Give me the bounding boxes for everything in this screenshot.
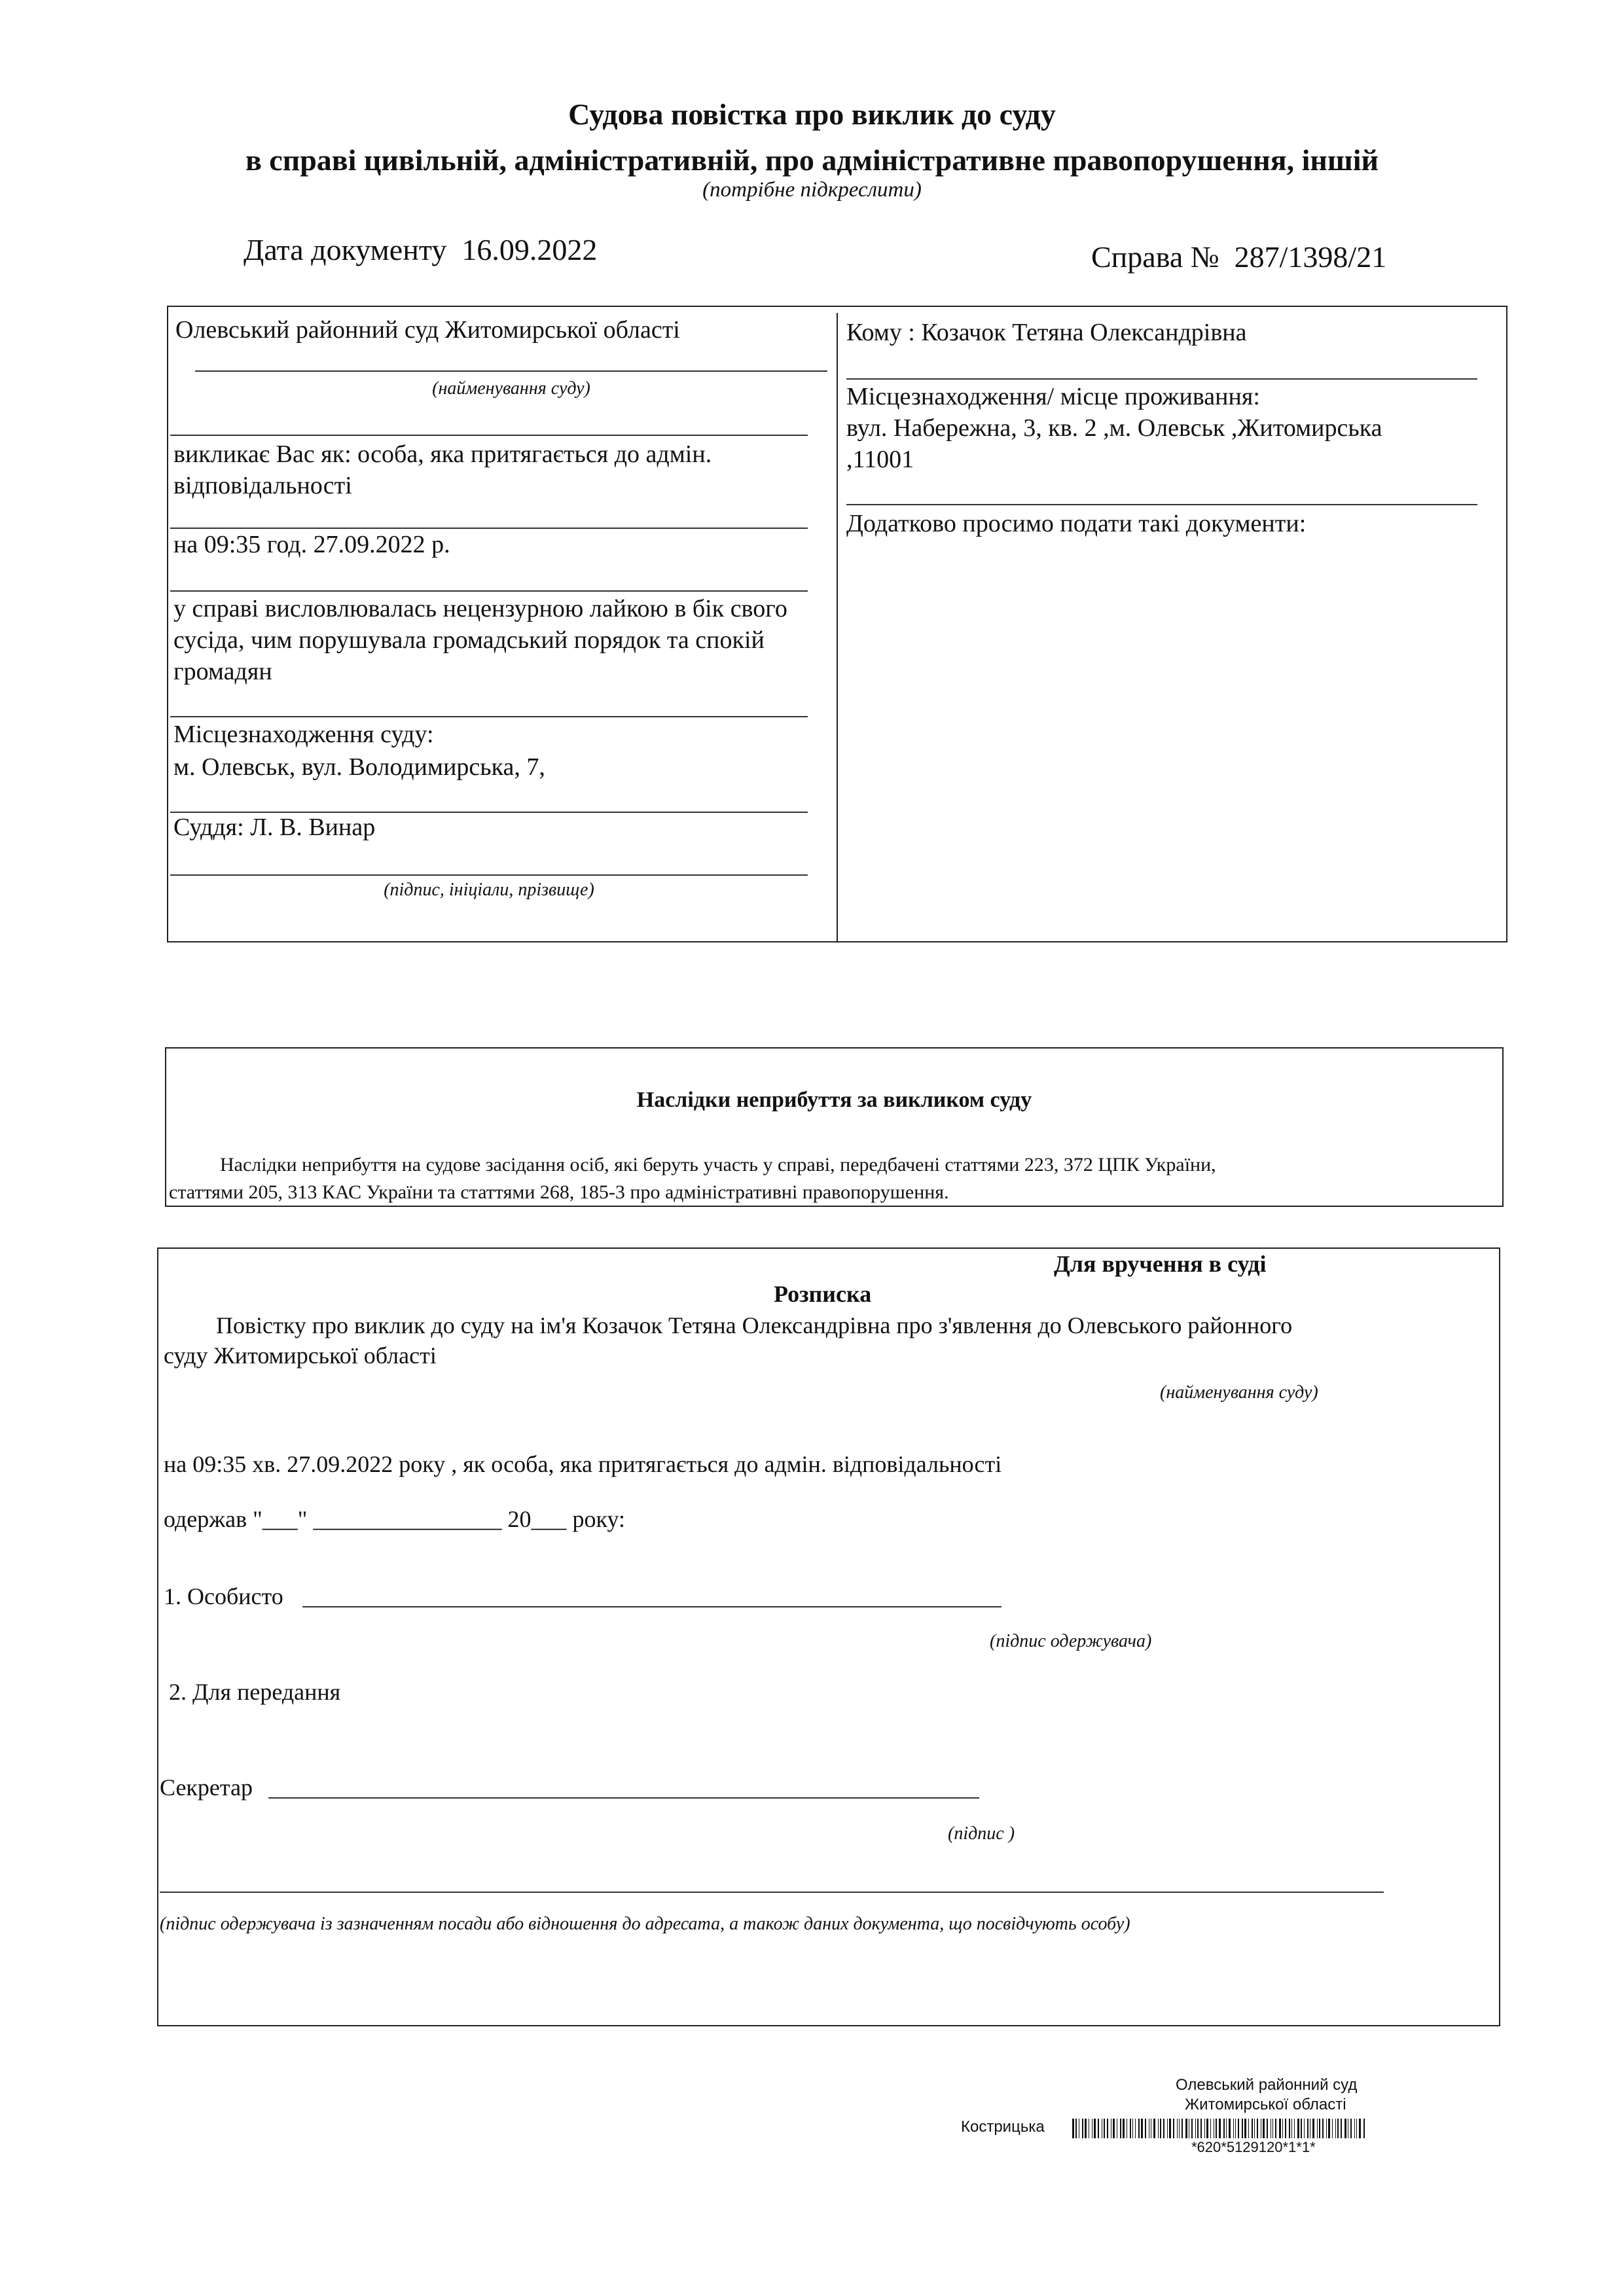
barcode-bar [1275,2119,1276,2138]
barcode-bar [1123,2119,1125,2138]
recipient-sign-caption: (підпис одержувача) [990,1631,1152,1651]
court-location: м. Олевськ, вул. Володимирська, 7, [173,753,545,781]
barcode-bar [1135,2119,1136,2138]
barcode-bar [1272,2119,1273,2138]
barcode-bar [1328,2119,1330,2138]
address-line [846,504,1477,505]
barcode-bar [1141,2119,1143,2138]
barcode-bar [1163,2119,1164,2138]
barcode-bar [1130,2119,1131,2138]
barcode-bar [1197,2119,1199,2138]
appear-time: на 09:35 год. 27.09.2022 р. [173,531,450,558]
barcode-bar [1337,2119,1339,2138]
consequences-text-2: статтями 205, 313 КАС України та статтями 268, 185-3 про адміністративні правопорушення. [169,1181,949,1203]
barcode [1072,2119,1504,2138]
barcode-bar [1319,2119,1320,2138]
secretary-sign-caption: (підпис ) [948,1823,1015,1844]
barcode-bar [1107,2119,1108,2138]
barcode-bar [1160,2119,1161,2138]
stamp-name: Кострицька [961,2118,1045,2136]
barcode-bar [1219,2119,1221,2138]
barcode-bar [1304,2119,1305,2138]
barcode-bar [1332,2119,1333,2138]
court-name-caption: (найменування суду) [432,378,590,399]
barcode-bar [1322,2119,1324,2138]
barcode-bar [1132,2119,1133,2138]
barcode-bar [1223,2119,1225,2138]
recipient-line [846,378,1477,380]
barcode-bar [1285,2119,1286,2138]
barcode-bar [1257,2119,1258,2138]
barcode-bar [1113,2119,1115,2138]
barcode-bar [1356,2119,1357,2138]
document-subtitle: в справі цивільній, адміністративній, про адміністративне правопорушення, іншій [245,143,1379,177]
barcode-bar [1206,2119,1208,2138]
secretary-signature-line[interactable] [268,1797,979,1799]
summons-as: викликає Вас як: особа, яка притягається до адмін. відповідальності [173,440,712,499]
address-line-1: вул. Набережна, 3, кв. 2 ,м. Олевськ ,Житомирська [846,414,1382,442]
barcode-bar [1335,2119,1336,2138]
bottom-signature-line[interactable] [160,1892,1384,1893]
barcode-bar [1301,2119,1302,2138]
address-label: Місцезнаходження/ місце проживання: [846,383,1260,410]
barcode-bar [1363,2119,1365,2138]
barcode-bar [1238,2119,1239,2138]
barcode-bar [1244,2119,1246,2138]
barcode-bar [1182,2119,1183,2138]
barcode-bar [1307,2119,1308,2138]
barcode-bar [1354,2119,1355,2138]
barcode-bar [1179,2119,1180,2138]
date-value: 16.09.2022 [461,233,598,266]
barcode-bar [1098,2119,1099,2138]
barcode-bar [1289,2119,1290,2138]
barcode-bar [1294,2119,1295,2138]
personally-signature-line[interactable] [302,1606,1001,1607]
bottom-caption: (підпис одержувача із зазначенням посади або відношення до адресата, а також даних документа, що посвідчують особу) [160,1914,1130,1934]
barcode-bar [1120,2119,1121,2138]
judge-caption: (підпис, ініціали, прізвище) [384,880,594,900]
barcode-bar [1359,2119,1361,2138]
barcode-bar [1200,2119,1202,2138]
court-caption-line [170,435,808,436]
case-number [1091,240,1386,274]
barcode-bar [1242,2119,1243,2138]
barcode-bar [1082,2119,1083,2138]
barcode-bar [1326,2119,1327,2138]
barcode-bar [1267,2119,1268,2138]
case-label: Справа № [1091,240,1219,274]
barcode-text: *620*5129120*1*1* [1191,2139,1316,2155]
barcode-bar [1104,2119,1105,2138]
barcode-bar [1167,2119,1168,2138]
receipt-line-1: Повістку про виклик до суду на ім'я Козачок Тетяна Олександрівна про з'явлення до Олевського районного [216,1312,1293,1338]
barcode-bar [1204,2119,1205,2138]
for-delivery-label: Для вручення в суді [1054,1251,1267,1277]
judge: Суддя: Л. В. Винар [173,814,376,841]
barcode-bar [1138,2119,1140,2138]
barcode-bar [1226,2119,1227,2138]
barcode-bar [1254,2119,1255,2138]
receipt-time-line: на 09:35 хв. 27.09.2022 року , як особа, яка притягається до адмін. відповідальності [164,1451,1002,1477]
barcode-bar [1248,2119,1249,2138]
secretary-label: Секретар [160,1774,253,1801]
received-date-line: одержав "___" ________________ 20___ року: [164,1506,626,1532]
barcode-bar [1145,2119,1146,2138]
consequences-text-1: Наслідки неприбуття на судове засідання осіб, які беруть участь у справі, передбачені статтями 223, 372 ЦПК України, [220,1154,1216,1175]
barcode-bar [1085,2119,1087,2138]
barcode-bar [1185,2119,1187,2138]
extra-documents: Додатково просимо подати такі документи: [846,510,1307,537]
barcode-bar [1153,2119,1155,2138]
judge-line [170,874,808,876]
barcode-bar [1344,2119,1346,2138]
barcode-bar [1263,2119,1265,2138]
barcode-bar [1210,2119,1211,2138]
appear-time-line [170,590,808,592]
barcode-bar [1279,2119,1281,2138]
case-value: 287/1398/21 [1234,240,1387,274]
document-date [244,232,597,267]
barcode-bar [1350,2119,1352,2138]
barcode-bar [1173,2119,1174,2138]
barcode-bar [1235,2119,1236,2138]
personally-label: 1. Особисто [164,1583,283,1609]
summons-divider [837,313,838,941]
document-title: Судова повістка про виклик до суду [568,98,1056,131]
barcode-bar [1191,2119,1193,2138]
court-location-label: Місцезнаходження суду: [173,721,434,748]
barcode-bar [1312,2119,1314,2138]
case-description-line [170,716,808,717]
barcode-bar [1252,2119,1253,2138]
consequences-title: Наслідки неприбуття за викликом суду [636,1088,1032,1112]
barcode-bar [1094,2119,1096,2138]
address-line-2: ,11001 [846,446,914,473]
barcode-bar [1075,2119,1077,2138]
barcode-bar [1177,2119,1178,2138]
stamp-court-line-2: Житомирської області [1185,2096,1346,2113]
barcode-bar [1291,2119,1292,2138]
transfer-label: 2. Для передання [169,1679,341,1705]
barcode-bar [1195,2119,1196,2138]
barcode-bar [1229,2119,1231,2138]
barcode-bar [1297,2119,1299,2138]
court-name-line [195,370,827,372]
barcode-bar [1158,2119,1159,2138]
receipt-title: Розписка [774,1281,872,1307]
stamp-court-line-1: Олевський районний суд [1176,2076,1358,2094]
barcode-bar [1072,2119,1074,2138]
barcode-bar [1282,2119,1283,2138]
title-note: (потрібне підкреслити) [702,178,922,202]
barcode-bar [1216,2119,1217,2138]
receipt-court-caption: (найменування суду) [1160,1382,1318,1403]
barcode-bar [1317,2119,1318,2138]
barcode-bar [1341,2119,1342,2138]
case-description: у справі висловлювалась нецензурною лайкою в бік свого сусіда, чим порушувала громадський порядок та спокій громадян [173,595,787,685]
date-label: Дата документу [244,233,447,266]
court-name: Олевський районний суд Житомирської області [175,316,680,344]
recipient: Кому : Козачок Тетяна Олександрівна [846,319,1247,346]
barcode-bar [1233,2119,1234,2138]
barcode-bar [1169,2119,1171,2138]
receipt-line-2: суду Житомирської області [164,1342,437,1369]
